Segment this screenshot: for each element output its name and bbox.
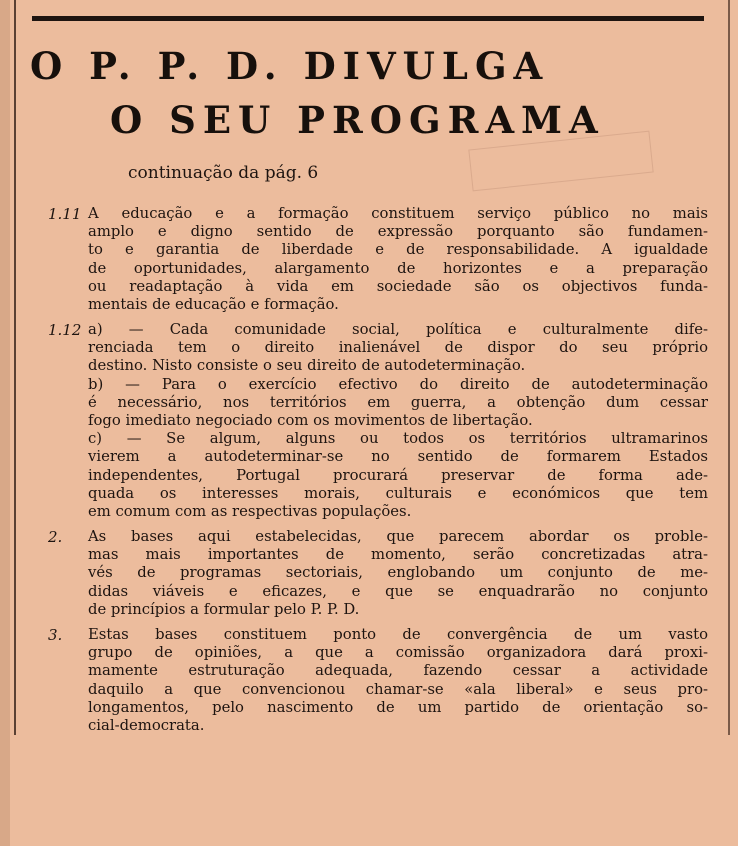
text-line: daquilo a que convencionou chamar-se «ala liberal» e seus pro-	[88, 680, 708, 698]
text-line: independentes, Portugal procurará preservar de forma ade-	[88, 466, 708, 484]
text-line: fogo imediato negociado com os movimentos de libertação.	[88, 411, 533, 429]
text-line: renciada tem o direito inalienável de dispor do seu próprio	[88, 339, 708, 357]
paragraph-text	[88, 205, 708, 314]
continuation-note: continuação da pág. 6	[128, 163, 319, 183]
paragraph-number: 1.12	[48, 321, 82, 339]
text-line: destino. Nisto consiste o seu direito de autodeterminação.	[88, 357, 526, 375]
text-line: grupo de opiniões, a que a comissão organizadora dará proxi-	[88, 644, 708, 662]
column-rule-left	[14, 0, 16, 735]
text-line: quada os interesses morais, culturais e económicos que tem	[88, 484, 708, 502]
text-line: mamente estruturação adequada, fazendo cessar a actividade	[88, 662, 708, 680]
headline-line-2: O SEU PROGRAMA	[110, 98, 605, 142]
text-line: Estas bases constituem ponto de convergência de um vasto	[88, 626, 708, 643]
text-line: to e garantia de liberdade e de responsabilidade. A igualdade	[88, 241, 708, 259]
paragraph-text	[88, 626, 708, 735]
text-line: mas mais importantes de momento, serão concretizadas atra-	[88, 546, 708, 564]
text-line: didas viáveis e eficazes, e que se enquadrarão no conjunto	[88, 582, 708, 600]
paragraph-number: 1.11	[48, 205, 82, 223]
page-edge	[0, 0, 10, 846]
headline-top-rule	[32, 16, 704, 21]
headline-line-1: O P. P. D. DIVULGA	[30, 44, 550, 88]
text-line: de princípios a formular pelo P. P. D.	[88, 600, 360, 618]
text-line: b) — Para o exercício efectivo do direito de autodeterminação	[88, 375, 708, 393]
text-line: longamentos, pelo nascimento de um partido de orientação so-	[88, 698, 708, 716]
text-line: é necessário, nos territórios em guerra, a obtenção dum cessar	[88, 393, 708, 411]
text-line: vierem a autodeterminar-se no sentido de formarem Estados	[88, 448, 708, 466]
text-line: As bases aqui estabelecidas, que parecem abordar os proble-	[88, 528, 708, 545]
text-line: A educação e a formação constituem serviço público no mais	[88, 205, 708, 222]
column-rule-right	[728, 0, 730, 735]
text-line: em comum com as respectivas populações.	[88, 502, 412, 520]
text-line: de oportunidades, alargamento de horizontes e a preparação	[88, 259, 708, 277]
paragraph-text	[88, 528, 708, 619]
text-line: ou readaptação à vida em sociedade são os objectivos funda-	[88, 277, 708, 295]
text-line: c) — Se algum, alguns ou todos os territórios ultramarinos	[88, 430, 708, 448]
text-line: mentais de educação e formação.	[88, 295, 339, 313]
text-line: cial-democrata.	[88, 716, 205, 734]
paragraph-number: 2.	[48, 528, 63, 546]
text-line: amplo e digno sentido de expressão porquanto são fundamen-	[88, 223, 708, 241]
paragraph-text	[88, 321, 708, 521]
text-line: a) — Cada comunidade social, política e culturalmente dife-	[88, 321, 708, 338]
paragraph-number: 3.	[48, 626, 63, 644]
text-line: vés de programas sectoriais, englobando um conjunto de me-	[88, 564, 708, 582]
